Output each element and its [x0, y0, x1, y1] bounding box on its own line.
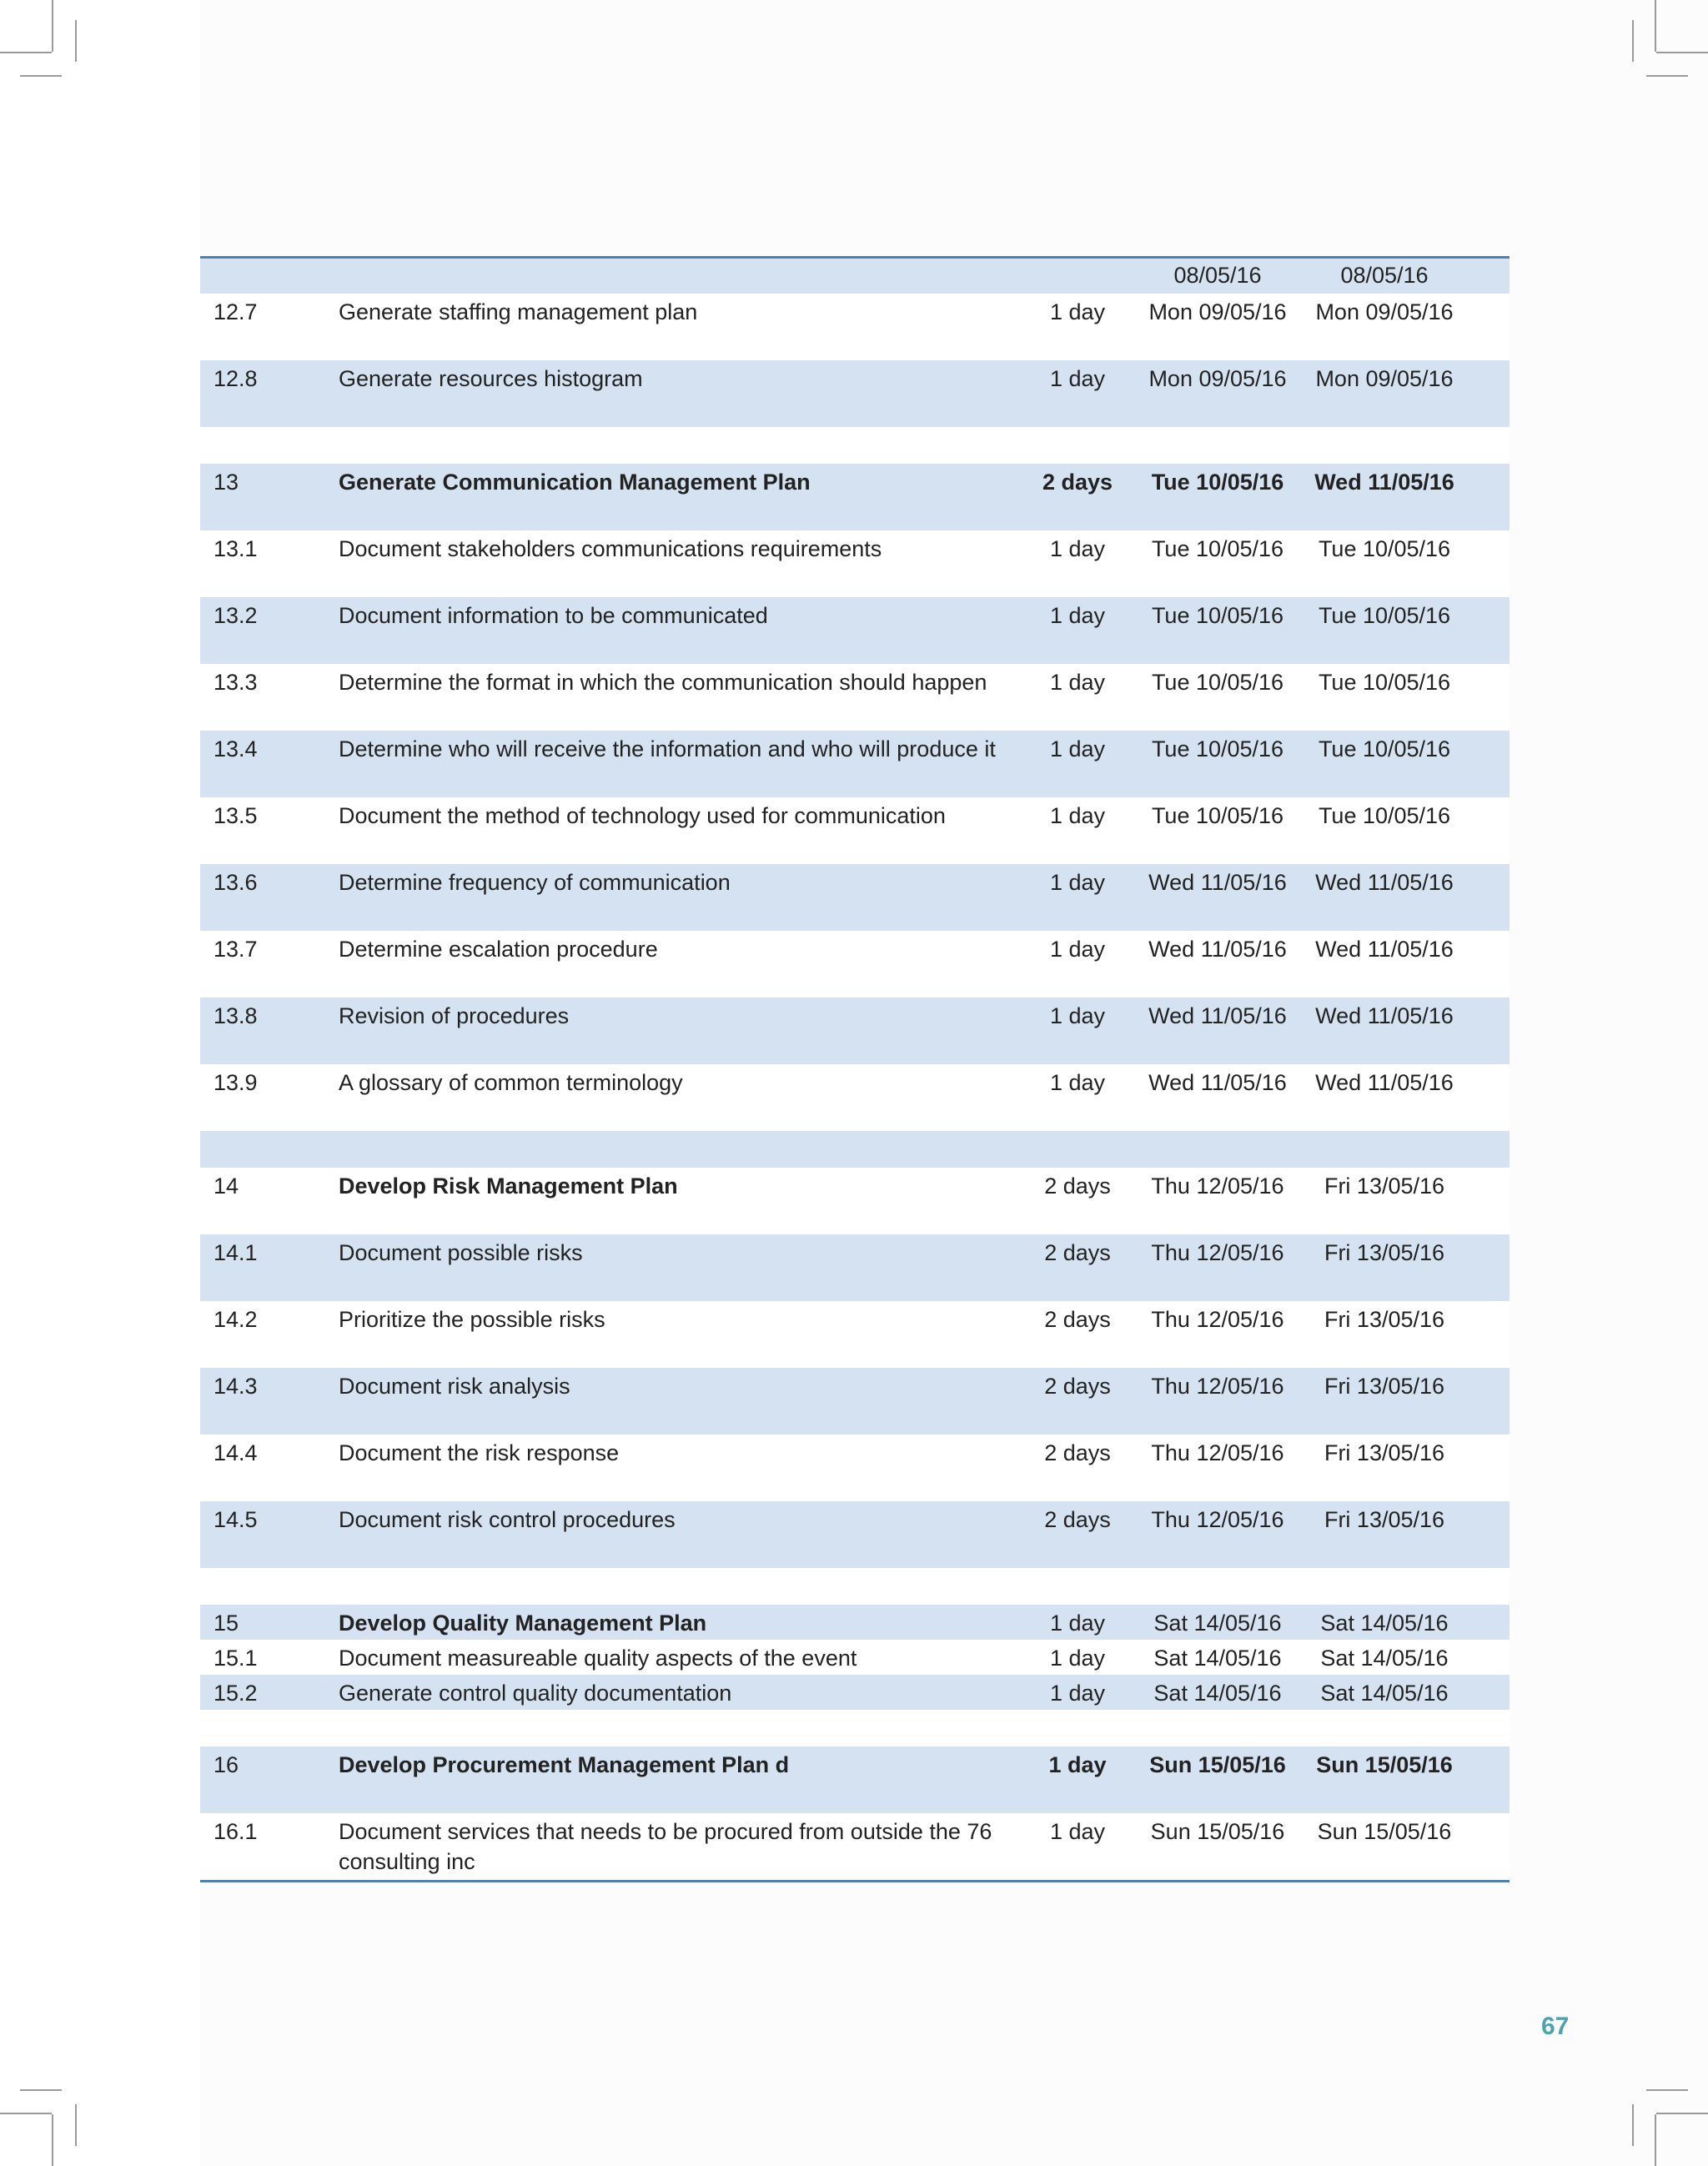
task-duration: 1 day: [1049, 736, 1106, 761]
crop-mark-bottom-left-v2: [75, 2104, 77, 2146]
task-id: 16.1: [214, 1819, 258, 1844]
task-name: Develop Quality Management Plan: [339, 1611, 707, 1636]
task-start: Thu 12/05/16: [1151, 1440, 1284, 1465]
table-row: [200, 530, 1510, 597]
task-name: [335, 259, 1021, 262]
spacer-row: [200, 1568, 1510, 1605]
task-duration: 1 day: [1049, 1070, 1106, 1095]
table-row: [200, 731, 1510, 797]
task-id: 12.8: [214, 366, 258, 391]
table-row: [200, 1301, 1510, 1368]
task-name: Document stakeholders communications requirements: [339, 536, 882, 561]
task-duration: 1 day: [1049, 366, 1106, 391]
task-name: Generate staffing management plan: [339, 299, 698, 324]
task-id: 12.7: [214, 299, 258, 324]
task-finish: Sat 14/05/16: [1320, 1681, 1449, 1706]
spacer-row: [200, 427, 1510, 464]
crop-mark-bottom-left-h2: [20, 2089, 62, 2091]
table-row-summary: [200, 1746, 1510, 1813]
task-start: Tue 10/05/16: [1151, 736, 1284, 761]
task-start: Tue 10/05/16: [1151, 603, 1284, 628]
task-name: Generate control quality documentation: [339, 1681, 732, 1706]
task-id: 14.3: [214, 1374, 258, 1399]
task-finish: Fri 13/05/16: [1324, 1440, 1445, 1465]
task-finish: Tue 10/05/16: [1318, 670, 1451, 695]
task-duration: 2 days: [1044, 1240, 1111, 1265]
table-row: [200, 259, 1510, 294]
task-id: 13.4: [214, 736, 258, 761]
task-name: Document the method of technology used for communication: [339, 803, 946, 828]
table-row-summary: [200, 464, 1510, 530]
crop-mark-top-left-v: [52, 0, 53, 52]
task-id: 13: [214, 470, 239, 495]
table-row: [200, 597, 1510, 664]
table-row: [200, 931, 1510, 998]
task-start: Tue 10/05/16: [1151, 536, 1284, 561]
table-row: [200, 1813, 1510, 1880]
task-id: 13.5: [214, 803, 258, 828]
task-name: Document measureable quality aspects of the event: [339, 1646, 857, 1671]
schedule-table: [200, 256, 1510, 1882]
task-name: A glossary of common terminology: [339, 1070, 683, 1095]
task-finish: Wed 11/05/16: [1315, 1003, 1454, 1028]
task-name: Determine frequency of communication: [339, 870, 731, 895]
task-start: Mon 09/05/16: [1148, 299, 1287, 324]
task-id: 13.7: [214, 937, 258, 962]
task-finish: 08/05/16: [1340, 263, 1429, 288]
task-start: Mon 09/05/16: [1148, 366, 1287, 391]
task-id: 16: [214, 1752, 239, 1777]
task-duration: 1 day: [1049, 603, 1106, 628]
task-duration: 1 day: [1049, 1611, 1106, 1636]
task-duration: 1 day: [1049, 670, 1106, 695]
task-id: 13.9: [214, 1070, 258, 1095]
task-duration: 1 day: [1049, 937, 1106, 962]
task-duration: 2 days: [1044, 1440, 1111, 1465]
task-id: 15.2: [214, 1681, 258, 1706]
task-duration: 1 day: [1049, 1646, 1106, 1671]
task-duration: 2 days: [1044, 1374, 1111, 1399]
task-start: Tue 10/05/16: [1151, 670, 1284, 695]
task-id: 13.3: [214, 670, 258, 695]
task-finish: Wed 11/05/16: [1315, 1070, 1454, 1095]
task-finish: Fri 13/05/16: [1324, 1374, 1445, 1399]
task-id: 14.2: [214, 1307, 258, 1332]
task-start: Thu 12/05/16: [1151, 1507, 1284, 1532]
task-name: Document the risk response: [339, 1440, 620, 1465]
task-name: Revision of procedures: [339, 1003, 570, 1028]
task-finish: Tue 10/05/16: [1318, 603, 1451, 628]
task-start: Wed 11/05/16: [1148, 870, 1287, 895]
table-row: [200, 1640, 1510, 1675]
task-finish: Tue 10/05/16: [1318, 536, 1451, 561]
task-start: Thu 12/05/16: [1151, 1173, 1284, 1199]
table-row-summary: [200, 1605, 1510, 1640]
task-name: Document risk analysis: [339, 1374, 570, 1399]
crop-mark-top-right-h: [1656, 52, 1708, 53]
task-start: Sun 15/05/16: [1149, 1752, 1286, 1777]
task-duration: [1021, 259, 1134, 262]
task-finish: Tue 10/05/16: [1318, 736, 1451, 761]
task-name: Determine who will receive the information and who will produce it: [339, 736, 996, 761]
task-name: Document information to be communicated: [339, 603, 768, 628]
crop-mark-bottom-right-v2: [1632, 2104, 1634, 2146]
crop-mark-bottom-left-h: [0, 2113, 52, 2114]
task-name: Generate resources histogram: [339, 366, 643, 391]
task-name: Document possible risks: [339, 1240, 583, 1265]
table-row: [200, 998, 1510, 1064]
table-row: [200, 294, 1510, 360]
task-id: 15.1: [214, 1646, 258, 1671]
task-name: Generate Communication Management Plan: [339, 470, 811, 495]
task-name: Determine escalation procedure: [339, 937, 658, 962]
table-row: [200, 1675, 1510, 1710]
task-start: Sat 14/05/16: [1153, 1646, 1282, 1671]
task-start: Wed 11/05/16: [1148, 1070, 1287, 1095]
task-name: Document services that needs to be procured from outside the 76 consulting inc: [339, 1819, 992, 1874]
task-id: 13.2: [214, 603, 258, 628]
task-start: Wed 11/05/16: [1148, 1003, 1287, 1028]
task-finish: Sat 14/05/16: [1320, 1611, 1449, 1636]
task-duration: 1 day: [1048, 1752, 1107, 1777]
task-name: Prioritize the possible risks: [339, 1307, 605, 1332]
spacer-row: [200, 1710, 1510, 1746]
crop-mark-top-left-h2: [20, 75, 62, 77]
task-start: Tue 10/05/16: [1151, 803, 1284, 828]
task-duration: 2 days: [1044, 1507, 1111, 1532]
crop-mark-bottom-right-h2: [1646, 2089, 1688, 2091]
task-id: 14: [214, 1173, 239, 1199]
task-duration: 2 days: [1044, 1173, 1111, 1199]
task-start: Thu 12/05/16: [1151, 1307, 1284, 1332]
task-finish: Wed 11/05/16: [1315, 870, 1454, 895]
spacer-row: [200, 1131, 1510, 1168]
task-finish: Fri 13/05/16: [1324, 1307, 1445, 1332]
task-id: 13.8: [214, 1003, 258, 1028]
task-name: Determine the format in which the communication should happen: [339, 670, 987, 695]
task-duration: 1 day: [1049, 1819, 1106, 1844]
crop-mark-bottom-left-v: [52, 2114, 53, 2166]
task-start: Tue 10/05/16: [1151, 470, 1284, 495]
task-name: Develop Risk Management Plan: [339, 1173, 678, 1199]
crop-mark-bottom-right-h: [1656, 2113, 1708, 2114]
task-id: 13.6: [214, 870, 258, 895]
task-start: Thu 12/05/16: [1151, 1374, 1284, 1399]
task-duration: 1 day: [1049, 1681, 1106, 1706]
task-duration: 2 days: [1044, 1307, 1111, 1332]
task-name: Document risk control procedures: [339, 1507, 676, 1532]
task-finish: Sun 15/05/16: [1316, 1752, 1453, 1777]
crop-mark-top-left-h: [0, 52, 52, 53]
table-row: [200, 664, 1510, 731]
task-finish: Mon 09/05/16: [1315, 299, 1454, 324]
task-duration: 1 day: [1049, 803, 1106, 828]
task-id: 14.1: [214, 1240, 258, 1265]
page-number: 67: [1541, 2013, 1570, 2040]
table-row: [200, 1064, 1510, 1131]
task-finish: Fri 13/05/16: [1324, 1507, 1445, 1532]
task-duration: 1 day: [1049, 536, 1106, 561]
table-row: [200, 797, 1510, 864]
task-duration: 2 days: [1042, 470, 1113, 495]
crop-mark-top-right-v2: [1632, 20, 1634, 62]
task-duration: 1 day: [1049, 1003, 1106, 1028]
table-row: [200, 1368, 1510, 1435]
crop-mark-top-right-h2: [1646, 75, 1688, 77]
task-finish: Fri 13/05/16: [1324, 1173, 1445, 1199]
table-row-summary: [200, 1168, 1510, 1234]
task-start: Thu 12/05/16: [1151, 1240, 1284, 1265]
task-id: [200, 259, 335, 262]
task-finish: Wed 11/05/16: [1315, 937, 1454, 962]
table-row: [200, 1435, 1510, 1501]
task-finish: Mon 09/05/16: [1315, 366, 1454, 391]
task-id: 15: [214, 1611, 239, 1636]
task-start: 08/05/16: [1173, 263, 1262, 288]
task-id: 14.4: [214, 1440, 258, 1465]
table-row: [200, 1501, 1510, 1568]
task-finish: Sat 14/05/16: [1320, 1646, 1449, 1671]
task-finish: Sun 15/05/16: [1317, 1819, 1452, 1844]
task-start: Wed 11/05/16: [1148, 937, 1287, 962]
task-name: Develop Procurement Management Plan d: [339, 1752, 790, 1777]
task-finish: Tue 10/05/16: [1318, 803, 1451, 828]
task-id: 14.5: [214, 1507, 258, 1532]
task-finish: Fri 13/05/16: [1324, 1240, 1445, 1265]
task-finish: Wed 11/05/16: [1314, 470, 1454, 495]
task-start: Sun 15/05/16: [1150, 1819, 1285, 1844]
task-duration: 1 day: [1049, 299, 1106, 324]
task-start: Sat 14/05/16: [1153, 1681, 1282, 1706]
table-row: [200, 864, 1510, 931]
crop-mark-bottom-right-v: [1655, 2114, 1656, 2166]
crop-mark-top-right-v: [1655, 0, 1656, 52]
table-row: [200, 360, 1510, 427]
crop-mark-top-left-v2: [75, 20, 77, 62]
table-row: [200, 1234, 1510, 1301]
task-duration: 1 day: [1049, 870, 1106, 895]
task-start: Sat 14/05/16: [1153, 1611, 1282, 1636]
task-id: 13.1: [214, 536, 258, 561]
